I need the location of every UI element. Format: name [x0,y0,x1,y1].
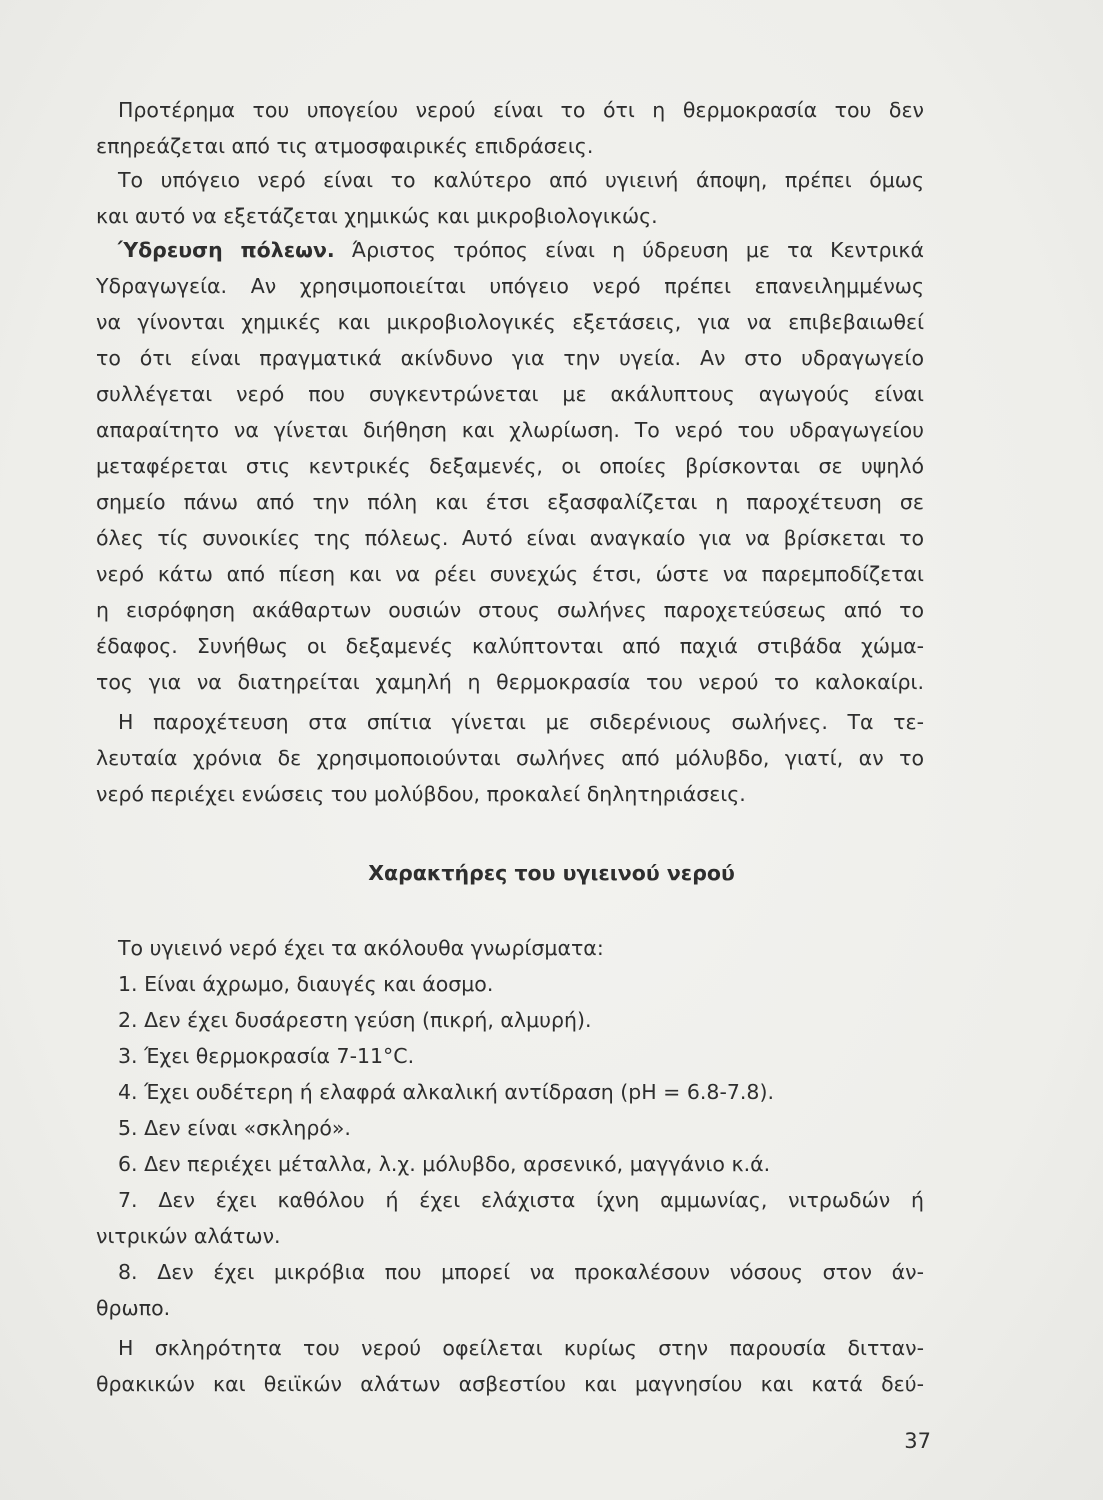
list-item-continuation: θρωπο. [96,1296,171,1320]
text-line: θρακικών και θειϊκών αλάτων ασβεστίου και μαγνησίου και κατά δεύ- [96,1372,924,1396]
text-line: νερό περιέχει ενώσεις του μολύβδου, προκαλεί δηλητηριάσεις. [96,782,746,806]
text-line: όλες τίς συνοικίες της πόλεως. Αυτό είναι αναγκαίο για να βρίσκεται το [96,526,924,550]
list-item: 7. Δεν έχει καθόλου ή έχει ελάχιστα ίχνη αμμωνίας, νιτρωδών ή [118,1188,924,1212]
list-item: 1. Είναι άχρωμο, διαυγές και άοσμο. [118,972,494,996]
text-line: συλλέγεται νερό που συγκεντρώνεται με ακάλυπτους αγωγούς είναι [96,382,924,406]
text-line: Προτέρημα του υπογείου νερού είναι το ότι η θερμοκρασία του δεν [118,98,924,122]
list-item: 5. Δεν είναι «σκληρό». [118,1116,351,1140]
water-supply-term: Ύδρευση πόλεων. [118,238,335,262]
water-supply-first-line-rest: Άριστος τρόπος είναι η ύδρευση με τα Κεντρικά [334,238,924,262]
text-line: επηρεάζεται από τις ατμοσφαιρικές επιδράσεις. [96,134,594,158]
text-line: τος για να διατηρείται χαμηλή η θερμοκρασία του νερού το καλοκαίρι. [96,670,924,694]
text-line: το ότι είναι πραγματικά ακίνδυνο για την υγεία. Αν στο υδραγωγείο [96,346,924,370]
text-line: Η παροχέτευση στα σπίτια γίνεται με σιδερένιους σωλήνες. Τα τε- [118,710,924,734]
list-item: 3. Έχει θερμοκρασία 7-11°C. [118,1044,415,1068]
text-line: σημείο πάνω από την πόλη και έτσι εξασφαλίζεται η παροχέτευση σε [96,490,924,514]
text-line: Το υπόγειο νερό είναι το καλύτερο από υγιεινή άποψη, πρέπει όμως [118,168,924,192]
list-item: 8. Δεν έχει μικρόβια που μπορεί να προκαλέσουν νόσους στον άν- [118,1260,924,1284]
text-line: Υδραγωγεία. Αν χρησιμοποιείται υπόγειο νερό πρέπει επανειλημμένως [96,274,924,298]
list-item: 4. Έχει ουδέτερη ή ελαφρά αλκαλική αντίδραση (pH = 6.8-7.8). [118,1080,774,1104]
text-line: η εισρόφηση ακάθαρτων ουσιών στους σωλήνες παροχετεύσεως από το [96,598,924,622]
list-item-continuation: νιτρικών αλάτων. [96,1224,281,1248]
page-number: 37 [904,1429,931,1453]
list-item: 6. Δεν περιέχει μέταλλα, λ.χ. μόλυβδο, αρσενικό, μαγγάνιο κ.ά. [118,1152,771,1176]
list-intro: Το υγιεινό νερό έχει τα ακόλουθα γνωρίσματα: [118,936,604,960]
text-line: νερό κάτω από πίεση και να ρέει συνεχώς έτσι, ώστε να παρεμποδίζεται [96,562,924,586]
section-heading: Χαρακτήρες του υγιεινού νερού [368,861,735,885]
text-line: Η σκληρότητα του νερού οφείλεται κυρίως στην παρουσία διτταν- [118,1336,924,1360]
text-line: και αυτό να εξετάζεται χημικώς και μικροβιολογικώς. [96,204,658,228]
text-line: μεταφέρεται στις κεντρικές δεξαμενές, οι οποίες βρίσκονται σε υψηλό [96,454,924,478]
water-supply-first-line [118,232,924,268]
text-line: απαραίτητο να γίνεται διήθηση και χλωρίωση. Το νερό του υδραγωγείου [96,418,924,442]
text-line: να γίνονται χημικές και μικροβιολογικές εξετάσεις, για να επιβεβαιωθεί [96,310,924,334]
text-line: έδαφος. Συνήθως οι δεξαμενές καλύπτονται από παχιά στιβάδα χώμα- [96,634,924,658]
text-line: λευταία χρόνια δε χρησιμοποιούνται σωλήνες από μόλυβδο, γιατί, αν το [96,746,924,770]
list-item: 2. Δεν έχει δυσάρεστη γεύση (πικρή, αλμυρή). [118,1008,592,1032]
